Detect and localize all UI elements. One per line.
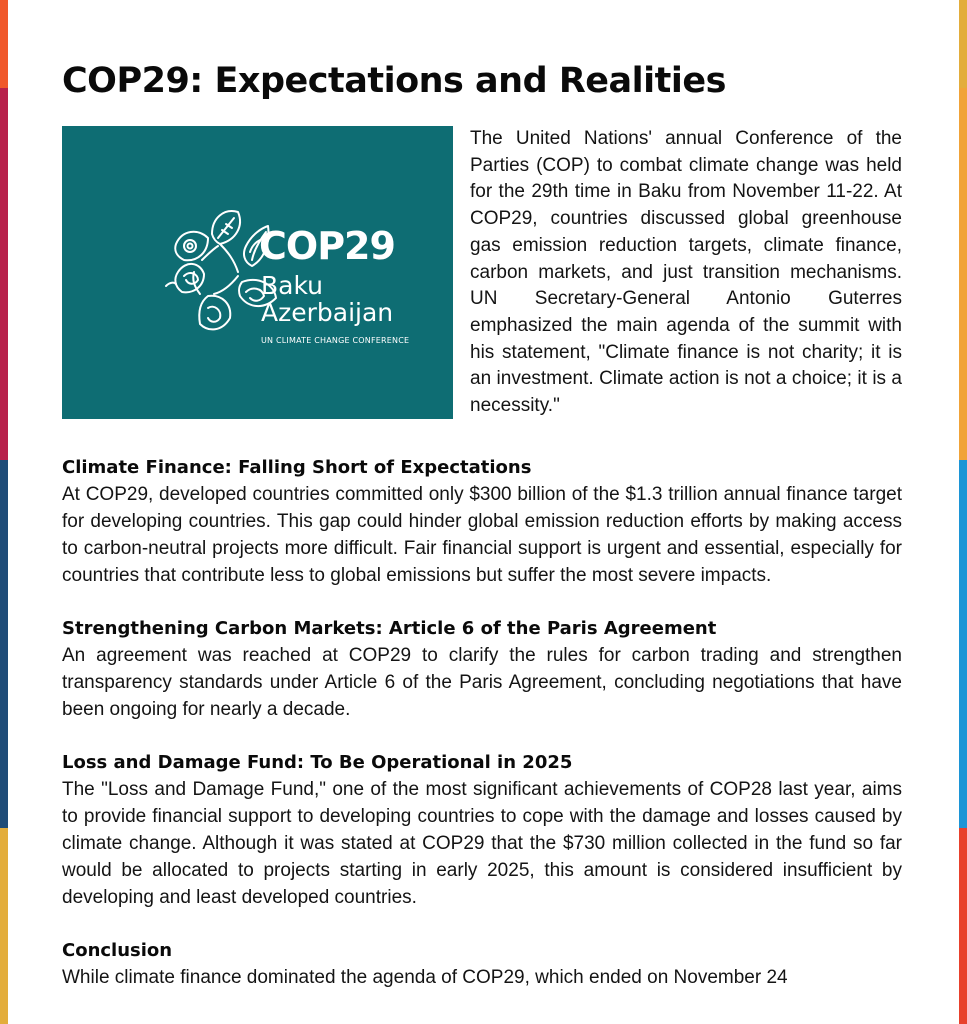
logo-city: Baku: [261, 271, 324, 300]
stripe-navy: [0, 460, 8, 828]
article: [62, 58, 902, 1018]
stripe-blue: [959, 460, 967, 828]
section-heading: Conclusion: [62, 940, 173, 961]
section-body: While climate finance dominated the agenda of COP29, which ended on November 24: [62, 967, 788, 988]
section-conclusion: [62, 938, 902, 991]
section-heading: Strengthening Carbon Markets: Article 6 of the Paris Agreement: [62, 618, 717, 639]
stripe-gold: [0, 828, 8, 1024]
logo-country: Azerbaijan: [261, 298, 394, 327]
intro-block: [62, 126, 902, 456]
article-title: COP29: Expectations and Realities: [62, 61, 726, 101]
intro-paragraph: The United Nations' annual Conference of the Parties (COP) to combat climate change was held for the 29th time in Baku from November 11-22. At COP29, countries discussed global greenhouse gas emission reduction targets, climate finance, carbon markets, and just transition mechanisms. UN Secretary-General Antonio Guterres emphasized the main agenda of the summit with his statement, "Climate finance is not charity; it is an investment. Climate action is not a choice; it is a necessity.": [470, 128, 902, 417]
stripe-gold: [959, 0, 967, 88]
section-climate-finance: [62, 455, 902, 589]
logo-title: COP29: [259, 224, 395, 268]
stripe-amber: [959, 88, 967, 460]
section-body: The "Loss and Damage Fund," one of the most significant achievements of COP28 last year, aims to provide financial support to developing countries to cope with the damage and losses caused by climate change. Although it was stated at COP29 that the $730 million collected in the fund so far would be allocated to projects starting in early 2025, this amount is considered insufficient by developing and least developed countries.: [62, 779, 902, 908]
section-heading: Loss and Damage Fund: To Be Operational in 2025: [62, 752, 573, 773]
section-body: At COP29, developed countries committed only $300 billion of the $1.3 trillion annual finance target for developing countries. This gap could hinder global emission reduction efforts by making access to carbon-neutral projects more difficult. Fair financial support is urgent and essential, especially for countries that contribute less to global emissions but suffer the most severe impacts.: [62, 484, 902, 586]
logo-subtitle: UN CLIMATE CHANGE CONFERENCE: [261, 336, 410, 345]
section-loss-damage-fund: [62, 750, 902, 911]
leaf-flower-emblem-icon: [62, 126, 453, 419]
section-heading: Climate Finance: Falling Short of Expectations: [62, 457, 532, 478]
stripe-red: [959, 828, 967, 1024]
stripe-orange: [0, 0, 8, 88]
section-carbon-markets: [62, 616, 902, 723]
cop29-logo: [62, 126, 453, 419]
section-body: An agreement was reached at COP29 to clarify the rules for carbon trading and strengthen transparency standards under Article 6 of the Paris Agreement, concluding negotiations that have been ongoing for nearly a decade.: [62, 645, 902, 720]
stripe-crimson: [0, 88, 8, 460]
